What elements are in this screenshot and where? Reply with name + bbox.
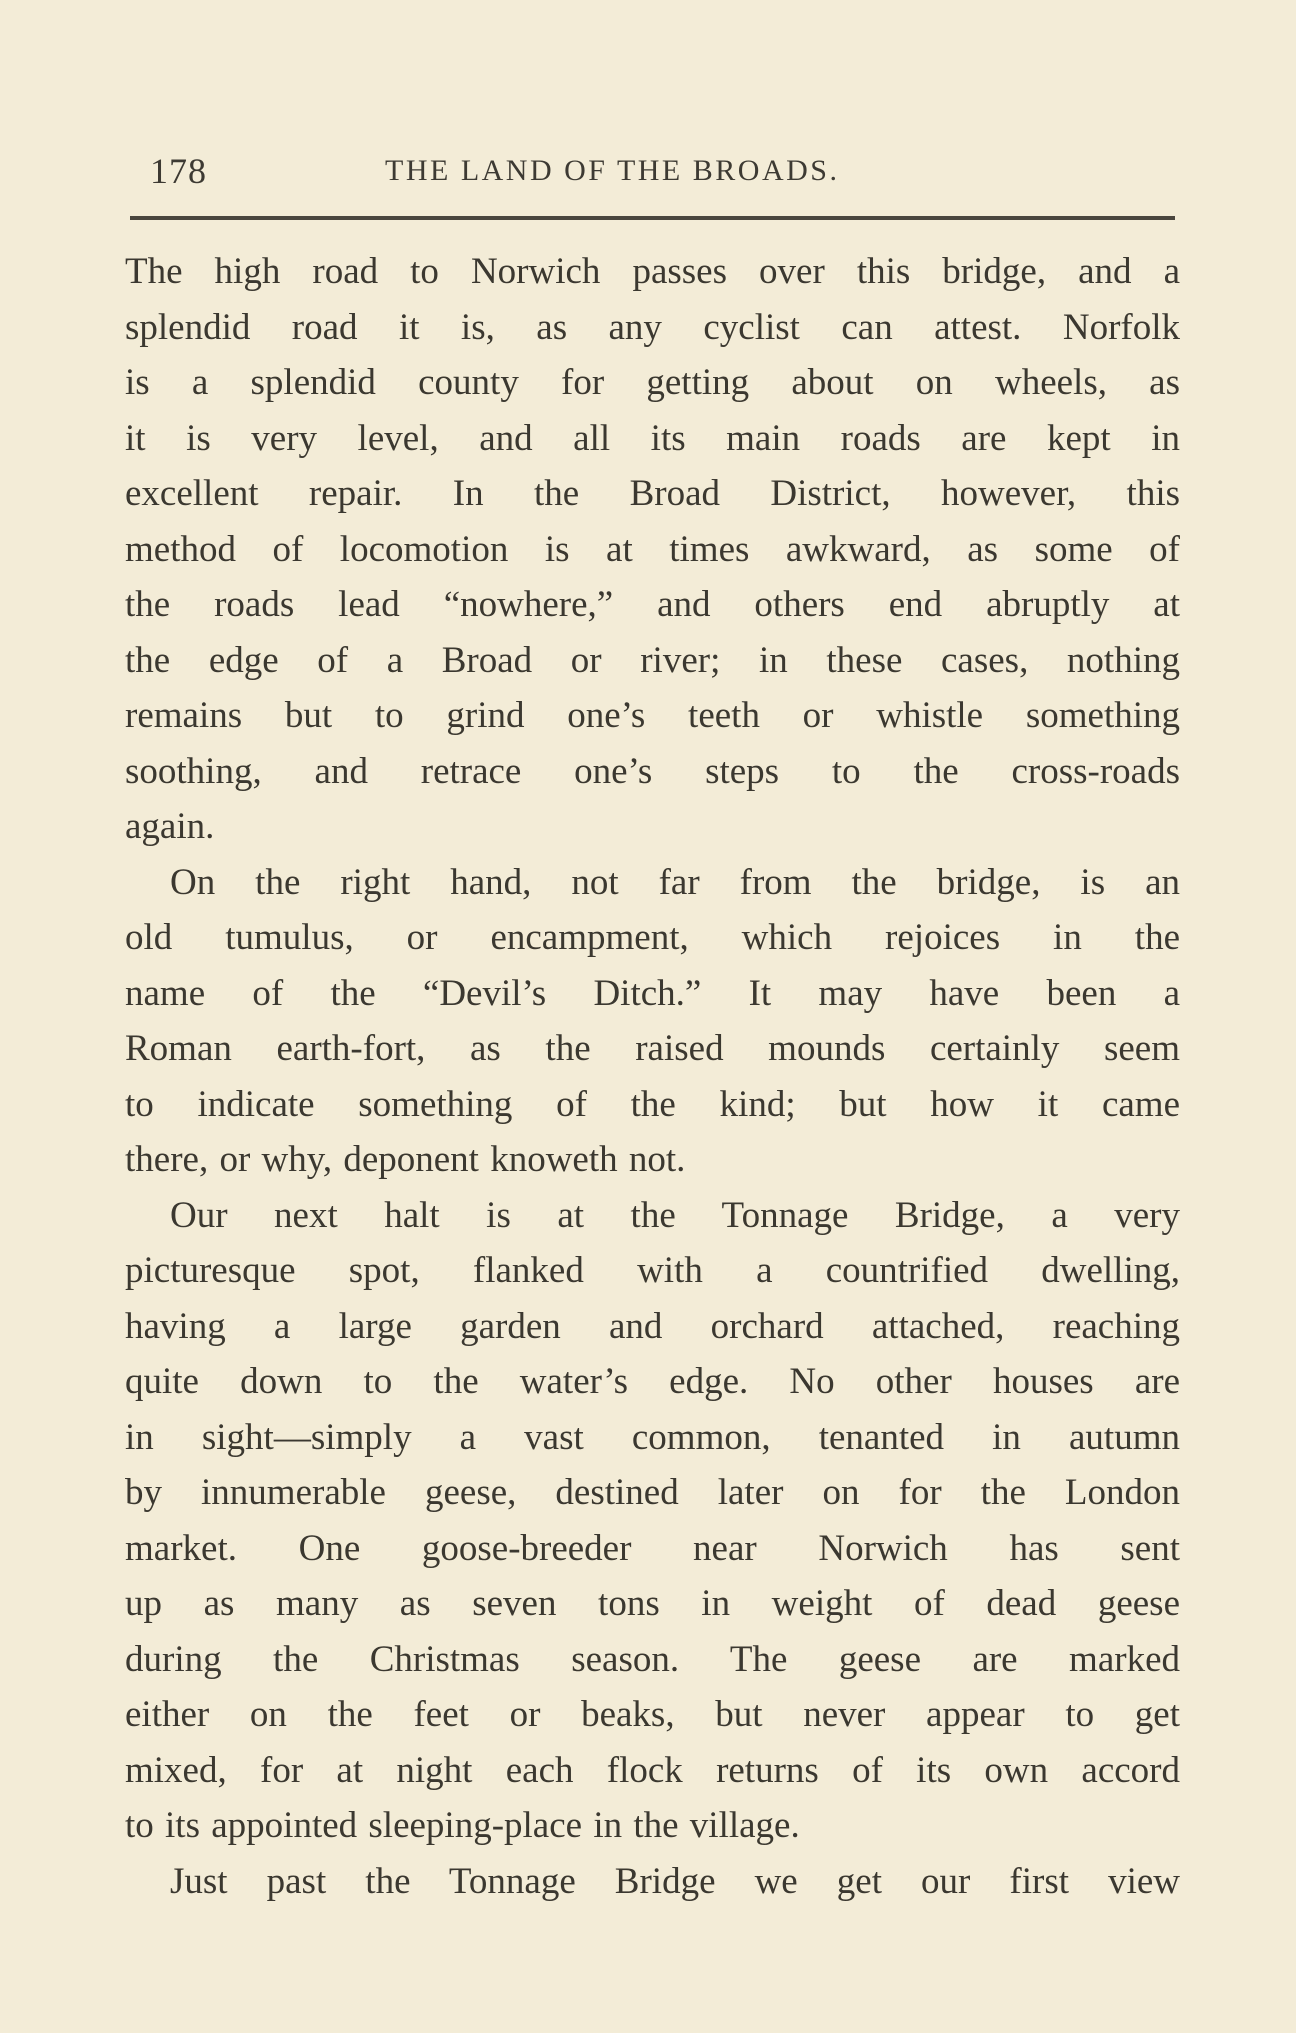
text-line: having a large garden and orchard attached, reaching [125, 1305, 1180, 1347]
text-line: method of locomotion is at times awkward, as some of [125, 528, 1180, 570]
text-line: picturesque spot, flanked with a countrified dwelling, [125, 1250, 1180, 1291]
text-line: splendid road it is, as any cyclist can attest. Norfolk [125, 306, 1180, 348]
text-line: remains but to grind one’s teeth or whistle something [125, 695, 1180, 736]
text-line: it is very level, and all its main roads are kept in [125, 417, 1180, 459]
text-line: Roman earth-fort, as the raised mounds certainly seem [125, 1028, 1180, 1069]
text-line: market. One goose-breeder near Norwich has sent [125, 1527, 1180, 1569]
text-line: by innumerable geese, destined later on for the London [125, 1472, 1180, 1513]
text-line: The high road to Norwich passes over this bridge, and a [125, 251, 1180, 292]
text-line: the edge of a Broad or river; in these cases, nothing [125, 639, 1180, 681]
text-line: name of the “Devil’s Ditch.” It may have been a [125, 972, 1180, 1014]
text-line: Our next halt is at the Tonnage Bridge, a very [170, 1194, 1180, 1236]
text-line: there, or why, deponent knoweth not. [125, 1139, 686, 1180]
text-line: soothing, and retrace one’s steps to the cross-roads [125, 750, 1180, 792]
text-line: Just past the Tonnage Bridge we get our first view [170, 1860, 1180, 1902]
text-line: either on the feet or beaks, but never appear to get [125, 1694, 1180, 1735]
text-line: up as many as seven tons in weight of dead geese [125, 1583, 1180, 1624]
header-rule [130, 216, 1175, 220]
text-line: old tumulus, or encampment, which rejoices in the [125, 917, 1180, 958]
page-header [150, 150, 1180, 200]
text-line: excellent repair. In the Broad District, however, this [125, 473, 1180, 514]
body-text [125, 244, 1180, 1909]
text-line: to indicate something of the kind; but how it came [125, 1083, 1180, 1125]
text-line: mixed, for at night each flock returns of its own accord [125, 1749, 1180, 1791]
running-title: THE LAND OF THE BROADS. [385, 154, 840, 187]
text-line: during the Christmas season. The geese are marked [125, 1638, 1180, 1680]
text-line: in sight—simply a vast common, tenanted in autumn [125, 1416, 1180, 1458]
text-line: to its appointed sleeping-place in the village. [125, 1805, 800, 1846]
text-line: is a splendid county for getting about on wheels, as [125, 362, 1180, 403]
text-line: again. [125, 806, 215, 847]
text-line: the roads lead “nowhere,” and others end abruptly at [125, 584, 1180, 625]
text-line: On the right hand, not far from the bridge, is an [170, 861, 1180, 903]
text-line: quite down to the water’s edge. No other houses are [125, 1361, 1180, 1402]
page-number: 178 [150, 151, 207, 191]
